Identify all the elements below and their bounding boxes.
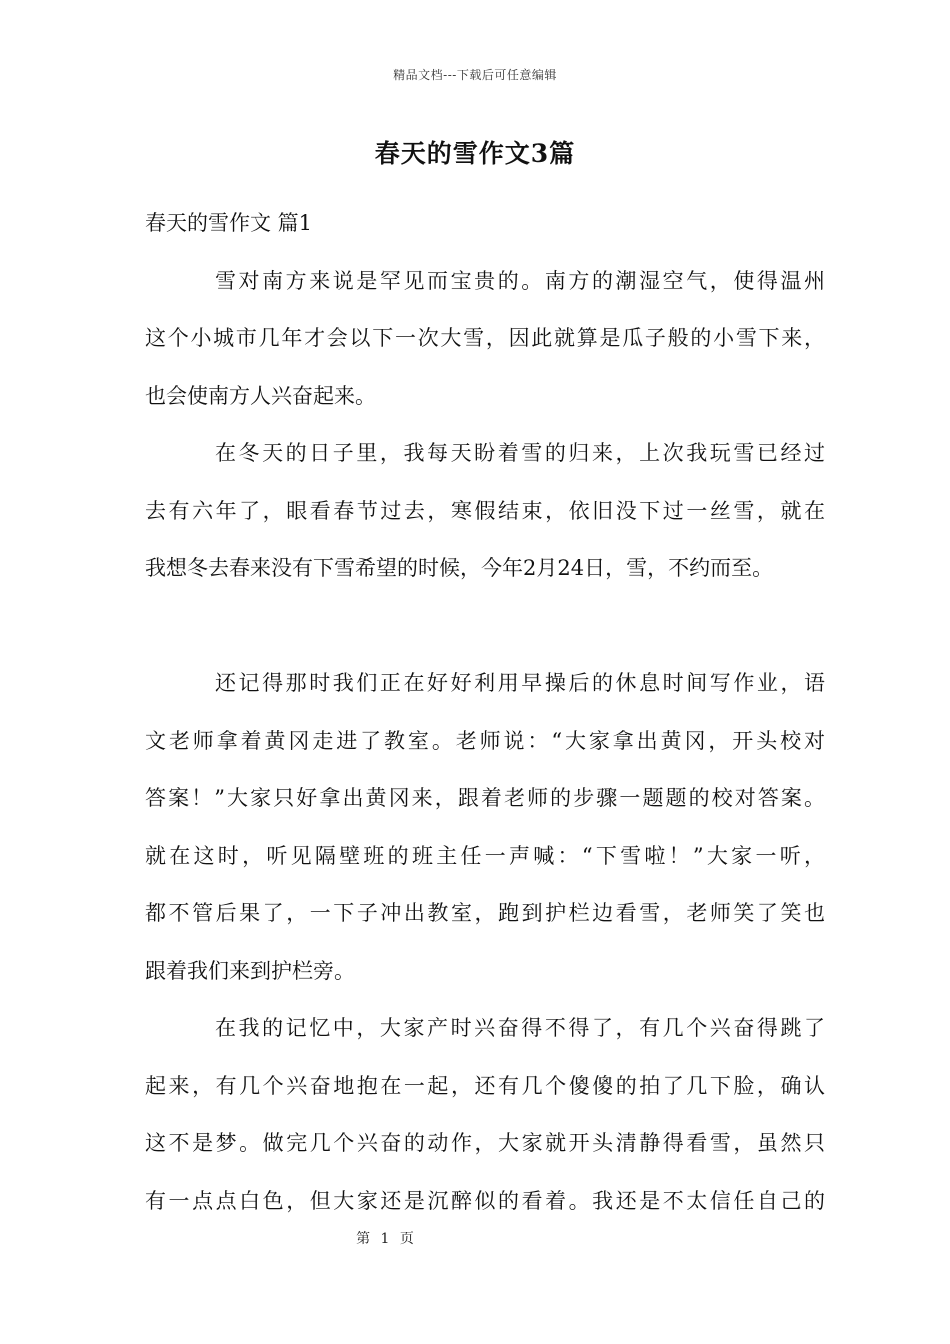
page-label-prefix: 第 — [356, 1231, 371, 1247]
page-number: 1 — [380, 1231, 390, 1247]
text-line: 文老师拿着黄冈走进了教室。老师说：“大家拿出黄冈，开头校对 — [145, 728, 825, 753]
section-title: 春天的雪作文 篇1 — [145, 211, 313, 235]
text-line: 我想冬去春来没有下雪希望的时候，今年2月24日，雪，不约而至。 — [145, 556, 774, 580]
text-line: 在冬天的日子里，我每天盼着雪的归来，上次我玩雪已经过 — [215, 441, 825, 465]
page-footer — [0, 1228, 770, 1248]
text-line: 这个小城市几年才会以下一次大雪，因此就算是瓜子般的小雪下来， — [145, 326, 825, 350]
paragraph — [145, 256, 825, 429]
text-line: 这不是梦。做完几个兴奋的动作，大家就开头清静得看雪，虽然只 — [145, 1131, 825, 1155]
paragraph — [145, 1003, 825, 1233]
paragraph-gap — [145, 601, 825, 659]
paragraph — [145, 658, 825, 1003]
page-label-suffix: 页 — [399, 1231, 414, 1247]
text-line: 也会使南方人兴奋起来。 — [145, 383, 376, 408]
text-line: 答案！”大家只好拿出黄冈来，跟着老师的步骤一题题的校对答案。 — [145, 786, 825, 810]
text-line: 有一点点白色，但大家还是沉醉似的看着。我还是不太信任自己的 — [145, 1188, 825, 1213]
text-line: 雪对南方来说是罕见而宝贵的。南方的潮湿空气，使得温州 — [215, 268, 825, 293]
text-line: 就在这时，听见隔壁班的班主任一声喊：“下雪啦！”大家一听， — [145, 843, 825, 868]
text-line: 跟着我们来到护栏旁。 — [145, 958, 355, 983]
text-line: 起来，有几个兴奋地抱在一起，还有几个傻傻的拍了几下脸，确认 — [145, 1073, 825, 1098]
document-title: 春天的雪作文3篇 — [374, 139, 576, 168]
text-line: 都不管后果了，一下子冲出教室，跑到护栏边看雪，老师笑了笑也 — [145, 901, 825, 925]
paragraph — [145, 428, 825, 601]
document-body — [145, 198, 825, 1233]
text-line: 还记得那时我们正在好好利用早操后的休息时间写作业，语 — [215, 671, 825, 695]
text-line: 去有六年了，眼看春节过去，寒假结束，依旧没下过一丝雪，就在 — [145, 498, 825, 523]
text-line: 在我的记忆中，大家产时兴奋得不得了，有几个兴奋得跳了 — [215, 1016, 825, 1040]
page-header: 精品文档---下载后可任意编辑 — [393, 68, 557, 82]
